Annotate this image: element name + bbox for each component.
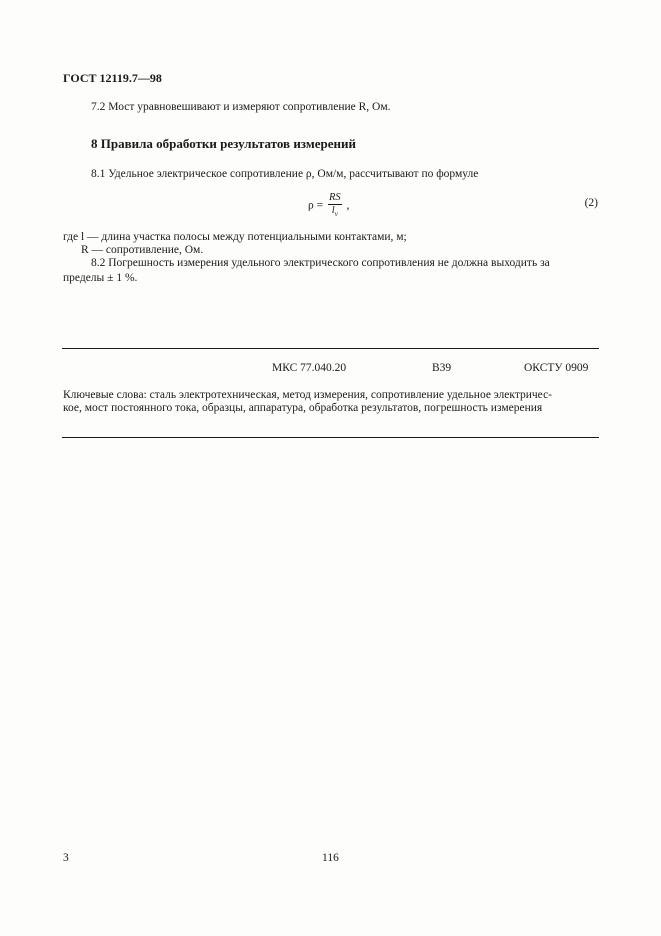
mks-code: МКС 77.040.20 [272, 362, 347, 374]
clause-8-2-line-2: пределы ± 1 %. [63, 272, 138, 284]
formula-fraction [328, 192, 342, 220]
clause-7-2: 7.2 Мост уравновешивают и измеряют сопротивление R, Ом. [91, 101, 391, 113]
formula-denominator-symbol: l [331, 205, 335, 216]
bottom-divider [62, 437, 599, 438]
top-divider [62, 348, 599, 349]
document-code: ГОСТ 12119.7—98 [63, 71, 162, 85]
equation-number: (2) [584, 197, 598, 209]
group-code: В39 [432, 362, 452, 374]
where-line-1: где l — длина участка полосы между потенциальными контактами, м; [63, 231, 407, 243]
formula-2 [308, 192, 349, 220]
clause-8-2-line-1: 8.2 Погрешность измерения удельного электрического сопротивления не должна выходить за [91, 257, 550, 269]
section-8-title: 8 Правила обработки результатов измерений [91, 136, 356, 151]
formula-numerator: RS [328, 192, 341, 203]
where-line-2: R — сопротивление, Ом. [81, 244, 204, 256]
okstu-code: ОКСТУ 0909 [524, 362, 589, 374]
formula-denominator-subscript: v [334, 210, 338, 219]
page-number: 3 [63, 852, 69, 864]
keywords-line-1: Ключевые слова: сталь электротехническая, метод измерения, сопротивление удельное электричес- [63, 389, 552, 401]
formula-tail: , [346, 199, 350, 212]
folio-number: 116 [322, 852, 339, 864]
keywords-line-2: кое, мост постоянного тока, образцы, аппаратура, обработка результатов, погрешность измерения [63, 402, 543, 414]
clause-8-1: 8.1 Удельное электрическое сопротивление ρ, Ом/м, рассчитывают по формуле [91, 168, 479, 180]
formula-lhs: ρ = [308, 199, 324, 212]
formula-denominator [328, 205, 342, 220]
